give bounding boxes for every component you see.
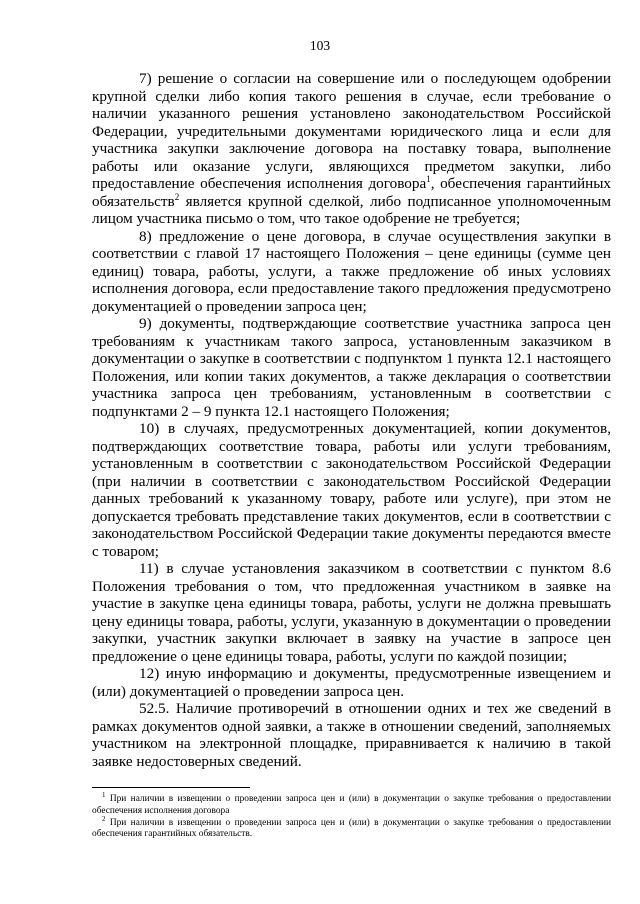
paragraph-item-8: 8) предложение о цене договора, в случае осуществления закупки в соответствии с главой 17 настоящего Положения – цене единицы (сумме цен единиц) товара, работы, услуги, а также предложение об иных условиях исполнения договора, если предоставление такого предложения предусмотрено документацией о проведении запроса цен; <box>92 227 611 315</box>
body-text <box>92 70 611 770</box>
footnote-2-mark: 2 <box>102 814 106 823</box>
footnote-ref-2[interactable]: 2 <box>174 191 180 202</box>
footnote-ref-1[interactable]: 1 <box>426 173 431 184</box>
footnote-separator <box>92 787 250 788</box>
item-7-text-a: 7) решение о согласии на совершение или о последующем одобрении крупной сделки либо копия такого решения в случае, если требование о наличии указанного решения установлено законодательством Российской Федерации, учредительными документами юридического лица и если для участника закупки заключение договора на поставку товара, выполнение работы или оказание услуги, являющихся предметом закупки, либо предоставление обеспечения исполнения договора <box>92 70 611 192</box>
item-7-text-c: является крупной сделкой, либо подписанное уполномоченным лицом участника письмо о том, что такое одобрение не требуется; <box>92 192 611 227</box>
footnote-2 <box>92 814 611 842</box>
paragraph-item-12: 12) иную информацию и документы, предусмотренные извещением и (или) документацией о проведении запроса цен. <box>92 665 611 700</box>
paragraph-item-7 <box>92 70 611 228</box>
footnote-2-text: При наличии в извещении о проведении запроса цен и (или) в документации о закупке требования о предоставлении обеспечения гарантийных обязательств. <box>92 817 611 840</box>
paragraph-clause-52-5: 52.5. Наличие противоречий в отношении одних и тех же сведений в рамках документов одной заявки, а также в отношении сведений, заполняемых участником на электронной площадке, приравнивается к наличию в такой заявке недостоверных сведений. <box>92 700 611 770</box>
paragraph-item-9: 9) документы, подтверждающие соответствие участника запроса цен требованиям к участникам такого запроса, установленным заказчиком в документации о закупке в соответствии с подпунктом 1 пункта 12.1 настоящего Положения, или копии таких документов, а также декларация о соответствии участника запроса цен требованиям, установленным в соответствии с подпунктами 2 – 9 пункта 12.1 настоящего Положения; <box>92 315 611 420</box>
paragraph-item-11: 11) в случае установления заказчиком в соответствии с пунктом 8.6 Положения требования о том, что предложенная участником в заявке на участие в закупке цена единицы товара, работы, услуги не должна превышать цену единицы товара, работы, услуги, указанную в документации о проведении закупки, участник закупки включает в заявку на участие в запросе цен предложение о цене единицы товара, работы, услуги по каждой позиции; <box>92 560 611 665</box>
page-number: 103 <box>309 38 331 53</box>
footnotes <box>92 790 611 841</box>
paragraph-item-10: 10) в случаях, предусмотренных документацией, копии документов, подтверждающих соответствие товара, работы или услуги требованиям, установленным в соответствии с законодательством Российской Федерации (при наличии в соответствии с законодательством Российской Федерации данных требований к указанному товару, работе или услуге), при этом не допускается требовать представление таких документов, если в соответствии с законодательством Российской Федерации такие документы передаются вместе с товаром; <box>92 420 611 560</box>
footnote-1-mark: 1 <box>102 790 106 799</box>
item-7-text-b: , обеспечения гарантийных обязательств <box>92 175 612 210</box>
footnote-1-text: При наличии в извещении о проведении запроса цен и (или) в документации о закупке требования о предоставлении обеспечения исполнения договора <box>92 794 611 816</box>
footnote-1 <box>92 790 611 818</box>
